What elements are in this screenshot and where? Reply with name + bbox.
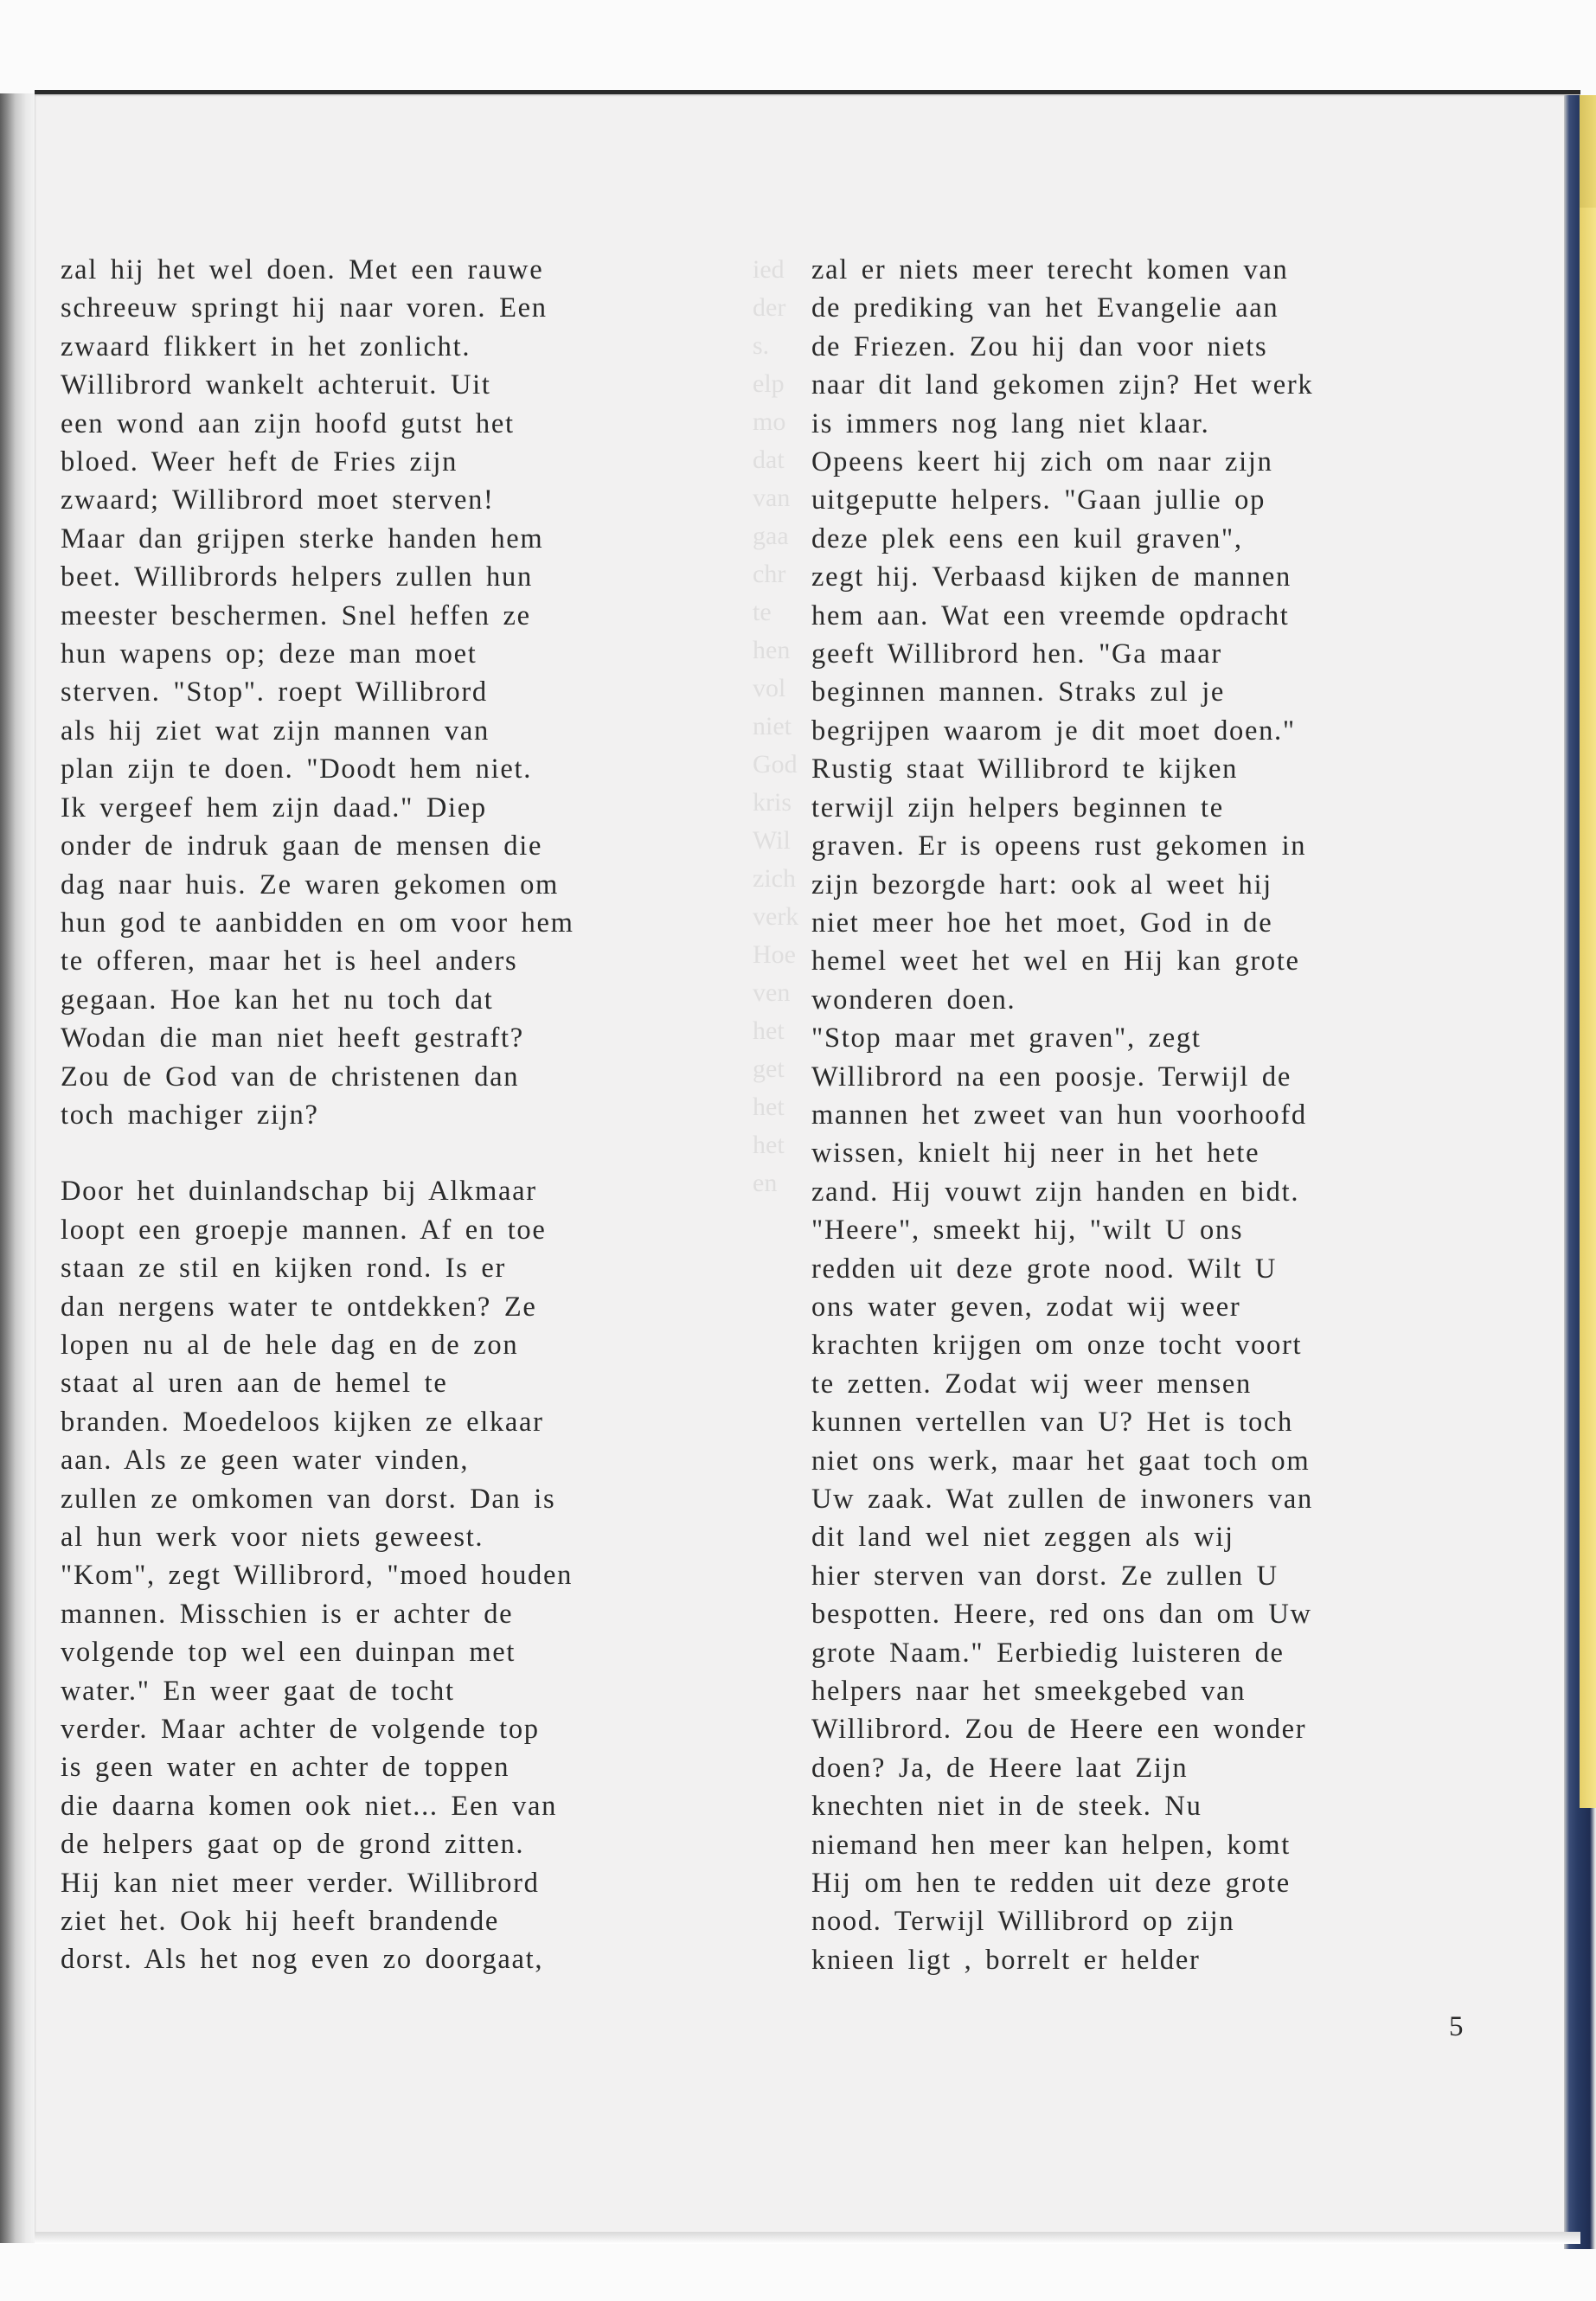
text-line: uitgeputte helpers. "Gaan jullie op bbox=[811, 484, 1266, 516]
text-line: water." En weer gaat de tocht bbox=[61, 1675, 455, 1707]
text-line: plan zijn te doen. "Doodt hem niet. bbox=[61, 753, 533, 785]
text-line: doen? Ja, de Heere laat Zijn bbox=[811, 1752, 1189, 1784]
text-line: Hij om hen te redden uit deze grote bbox=[811, 1868, 1291, 1900]
text-line: bloed. Weer heft de Fries zijn bbox=[61, 446, 458, 478]
text-line: "Stop maar met graven", zegt bbox=[811, 1022, 1202, 1054]
text-line: zand. Hij vouwt zijn handen en bidt. bbox=[811, 1176, 1300, 1208]
text-line: zullen ze omkomen van dorst. Dan is bbox=[61, 1483, 556, 1515]
page-number: 5 bbox=[1449, 2011, 1464, 2042]
text-line: zijn bezorgde hart: ook al weet hij bbox=[811, 868, 1272, 901]
text-line: schreeuw springt hij naar voren. Een bbox=[61, 292, 548, 324]
text-line: wissen, knielt hij neer in het hete bbox=[811, 1138, 1260, 1170]
text-line: die daarna komen ook niet... Een van bbox=[61, 1790, 558, 1822]
text-line: de prediking van het Evangelie aan bbox=[811, 292, 1279, 324]
text-line: al hun werk voor niets geweest. bbox=[61, 1522, 484, 1553]
text-line: loopt een groepje mannen. Af en toe bbox=[61, 1214, 547, 1246]
bleed-through-text-center: ied der s. elp mo dat van gaa chr te hen vol niet God kris Wil zich verk Hoe ven het get het het en bbox=[753, 255, 799, 1197]
text-line: staan ze stil en kijken rond. Is er bbox=[61, 1253, 507, 1285]
text-line: grote Naam." Eerbiedig luisteren de bbox=[811, 1637, 1285, 1669]
cover-yellow-tab bbox=[1580, 208, 1596, 1808]
text-line: sterven. "Stop". roept Willibrord bbox=[61, 676, 488, 708]
text-line: knieen ligt , borrelt er helder bbox=[811, 1944, 1201, 1976]
text-line: zal er niets meer terecht komen van bbox=[811, 254, 1289, 285]
right-text-column bbox=[811, 251, 1486, 1979]
text-line: dan nergens water te ontdekken? Ze bbox=[61, 1291, 537, 1323]
text-line: ons water geven, zodat wij weer bbox=[811, 1291, 1241, 1323]
text-line bbox=[61, 1134, 718, 1172]
text-line: een wond aan zijn hoofd gutst het bbox=[61, 407, 515, 439]
text-line: hun wapens op; deze man moet bbox=[61, 638, 478, 670]
text-line: onder de indruk gaan de mensen die bbox=[61, 830, 543, 862]
text-line: dorst. Als het nog even zo doorgaat, bbox=[61, 1944, 544, 1976]
text-line: bespotten. Heere, red ons dan om Uw bbox=[811, 1599, 1312, 1631]
text-line: te zetten. Zodat wij weer mensen bbox=[811, 1368, 1252, 1400]
text-line: aan. Als ze geen water vinden, bbox=[61, 1445, 470, 1477]
text-line: nood. Terwijl Willibrord op zijn bbox=[811, 1906, 1235, 1938]
text-line: toch machiger zijn? bbox=[61, 1099, 319, 1131]
text-line: is geen water en achter de toppen bbox=[61, 1752, 510, 1784]
text-line: hier sterven van dorst. Ze zullen U bbox=[811, 1560, 1279, 1592]
text-line: zwaard flikkert in het zonlicht. bbox=[61, 330, 471, 362]
text-line: wonderen doen. bbox=[811, 984, 1016, 1016]
text-line: hemel weet het wel en Hij kan grote bbox=[811, 945, 1300, 977]
text-line: dag naar huis. Ze waren gekomen om bbox=[61, 868, 560, 901]
text-line: Door het duinlandschap bij Alkmaar bbox=[61, 1176, 537, 1208]
text-line: deze plek eens een kuil graven", bbox=[811, 522, 1243, 554]
text-line: is immers nog lang niet klaar. bbox=[811, 407, 1210, 439]
text-line: ziet het. Ook hij heeft brandende bbox=[61, 1906, 500, 1938]
text-line: Opeens keert hij zich om naar zijn bbox=[811, 446, 1273, 478]
text-line: Willibrord. Zou de Heere een wonder bbox=[811, 1714, 1307, 1746]
text-line: Willibrord wankelt achteruit. Uit bbox=[61, 369, 491, 401]
text-line: beginnen mannen. Straks zul je bbox=[811, 676, 1226, 708]
text-line: redden uit deze grote nood. Wilt U bbox=[811, 1253, 1278, 1285]
text-line: de Friezen. Zou hij dan voor niets bbox=[811, 330, 1268, 362]
text-line: graven. Er is opeens rust gekomen in bbox=[811, 830, 1307, 862]
book-binding-left bbox=[0, 93, 35, 2243]
text-line: mannen. Misschien is er achter de bbox=[61, 1598, 514, 1630]
left-text-column bbox=[61, 251, 718, 1979]
text-line: te offeren, maar het is heel anders bbox=[61, 945, 518, 977]
text-line: Ik vergeef hem zijn daad." Diep bbox=[61, 792, 487, 824]
text-line: als hij ziet wat zijn mannen van bbox=[61, 715, 490, 747]
text-line: Rustig staat Willibrord te kijken bbox=[811, 753, 1239, 785]
text-line: hun god te aanbidden en om voor hem bbox=[61, 907, 574, 939]
text-line: geeft Willibrord hen. "Ga maar bbox=[811, 638, 1222, 670]
page-top-edge bbox=[35, 90, 1580, 94]
text-line: Maar dan grijpen sterke handen hem bbox=[61, 522, 544, 554]
text-line: niemand hen meer kan helpen, komt bbox=[811, 1829, 1292, 1861]
text-line: niet ons werk, maar het gaat toch om bbox=[811, 1445, 1311, 1477]
text-line: Willibrord na een poosje. Terwijl de bbox=[811, 1061, 1292, 1093]
text-line: Uw zaak. Wat zullen de inwoners van bbox=[811, 1484, 1313, 1515]
text-line: staat al uren aan de hemel te bbox=[61, 1368, 448, 1400]
text-line: krachten krijgen om onze tocht voort bbox=[811, 1330, 1303, 1362]
text-line: zal hij het wel doen. Met een rauwe bbox=[61, 254, 544, 285]
text-line: dit land wel niet zeggen als wij bbox=[811, 1522, 1234, 1554]
text-line: kunnen vertellen van U? Het is toch bbox=[811, 1407, 1293, 1439]
text-line: Zou de God van de christenen dan bbox=[61, 1061, 520, 1093]
page-bottom-shadow bbox=[35, 2232, 1580, 2244]
text-line: volgende top wel een duinpan met bbox=[61, 1637, 516, 1669]
text-line: gegaan. Hoe kan het nu toch dat bbox=[61, 984, 494, 1016]
text-line: zegt hij. Verbaasd kijken de mannen bbox=[811, 561, 1292, 593]
text-line: lopen nu al de hele dag en de zon bbox=[61, 1329, 519, 1361]
text-line: knechten niet in de steek. Nu bbox=[811, 1791, 1202, 1823]
text-line: helpers naar het smeekgebed van bbox=[811, 1676, 1247, 1708]
text-line: Wodan die man niet heeft gestraft? bbox=[61, 1022, 524, 1054]
text-line: "Kom", zegt Willibrord, "moed houden bbox=[61, 1560, 574, 1592]
text-line: begrijpen waarom je dit moet doen." bbox=[811, 715, 1296, 747]
text-line: mannen het zweet van hun voorhoofd bbox=[811, 1099, 1307, 1131]
text-line: terwijl zijn helpers beginnen te bbox=[811, 792, 1224, 824]
text-line: branden. Moedeloos kijken ze elkaar bbox=[61, 1406, 544, 1438]
text-line: meester beschermen. Snel heffen ze bbox=[61, 599, 531, 631]
text-line: verder. Maar achter de volgende top bbox=[61, 1714, 540, 1746]
text-line: Hij kan niet meer verder. Willibrord bbox=[61, 1867, 540, 1899]
text-line: de helpers gaat op de grond zitten. bbox=[61, 1829, 525, 1861]
text-line: beet. Willibrords helpers zullen hun bbox=[61, 561, 533, 593]
text-line: "Heere", smeekt hij, "wilt U ons bbox=[811, 1215, 1244, 1247]
text-line: hem aan. Wat een vreemde opdracht bbox=[811, 599, 1290, 631]
text-line: naar dit land gekomen zijn? Het werk bbox=[811, 369, 1314, 401]
cover-yellow-tab-top bbox=[1580, 95, 1596, 208]
text-line: zwaard; Willibrord moet sterven! bbox=[61, 484, 495, 516]
text-line: niet meer hoe het moet, God in de bbox=[811, 907, 1273, 939]
